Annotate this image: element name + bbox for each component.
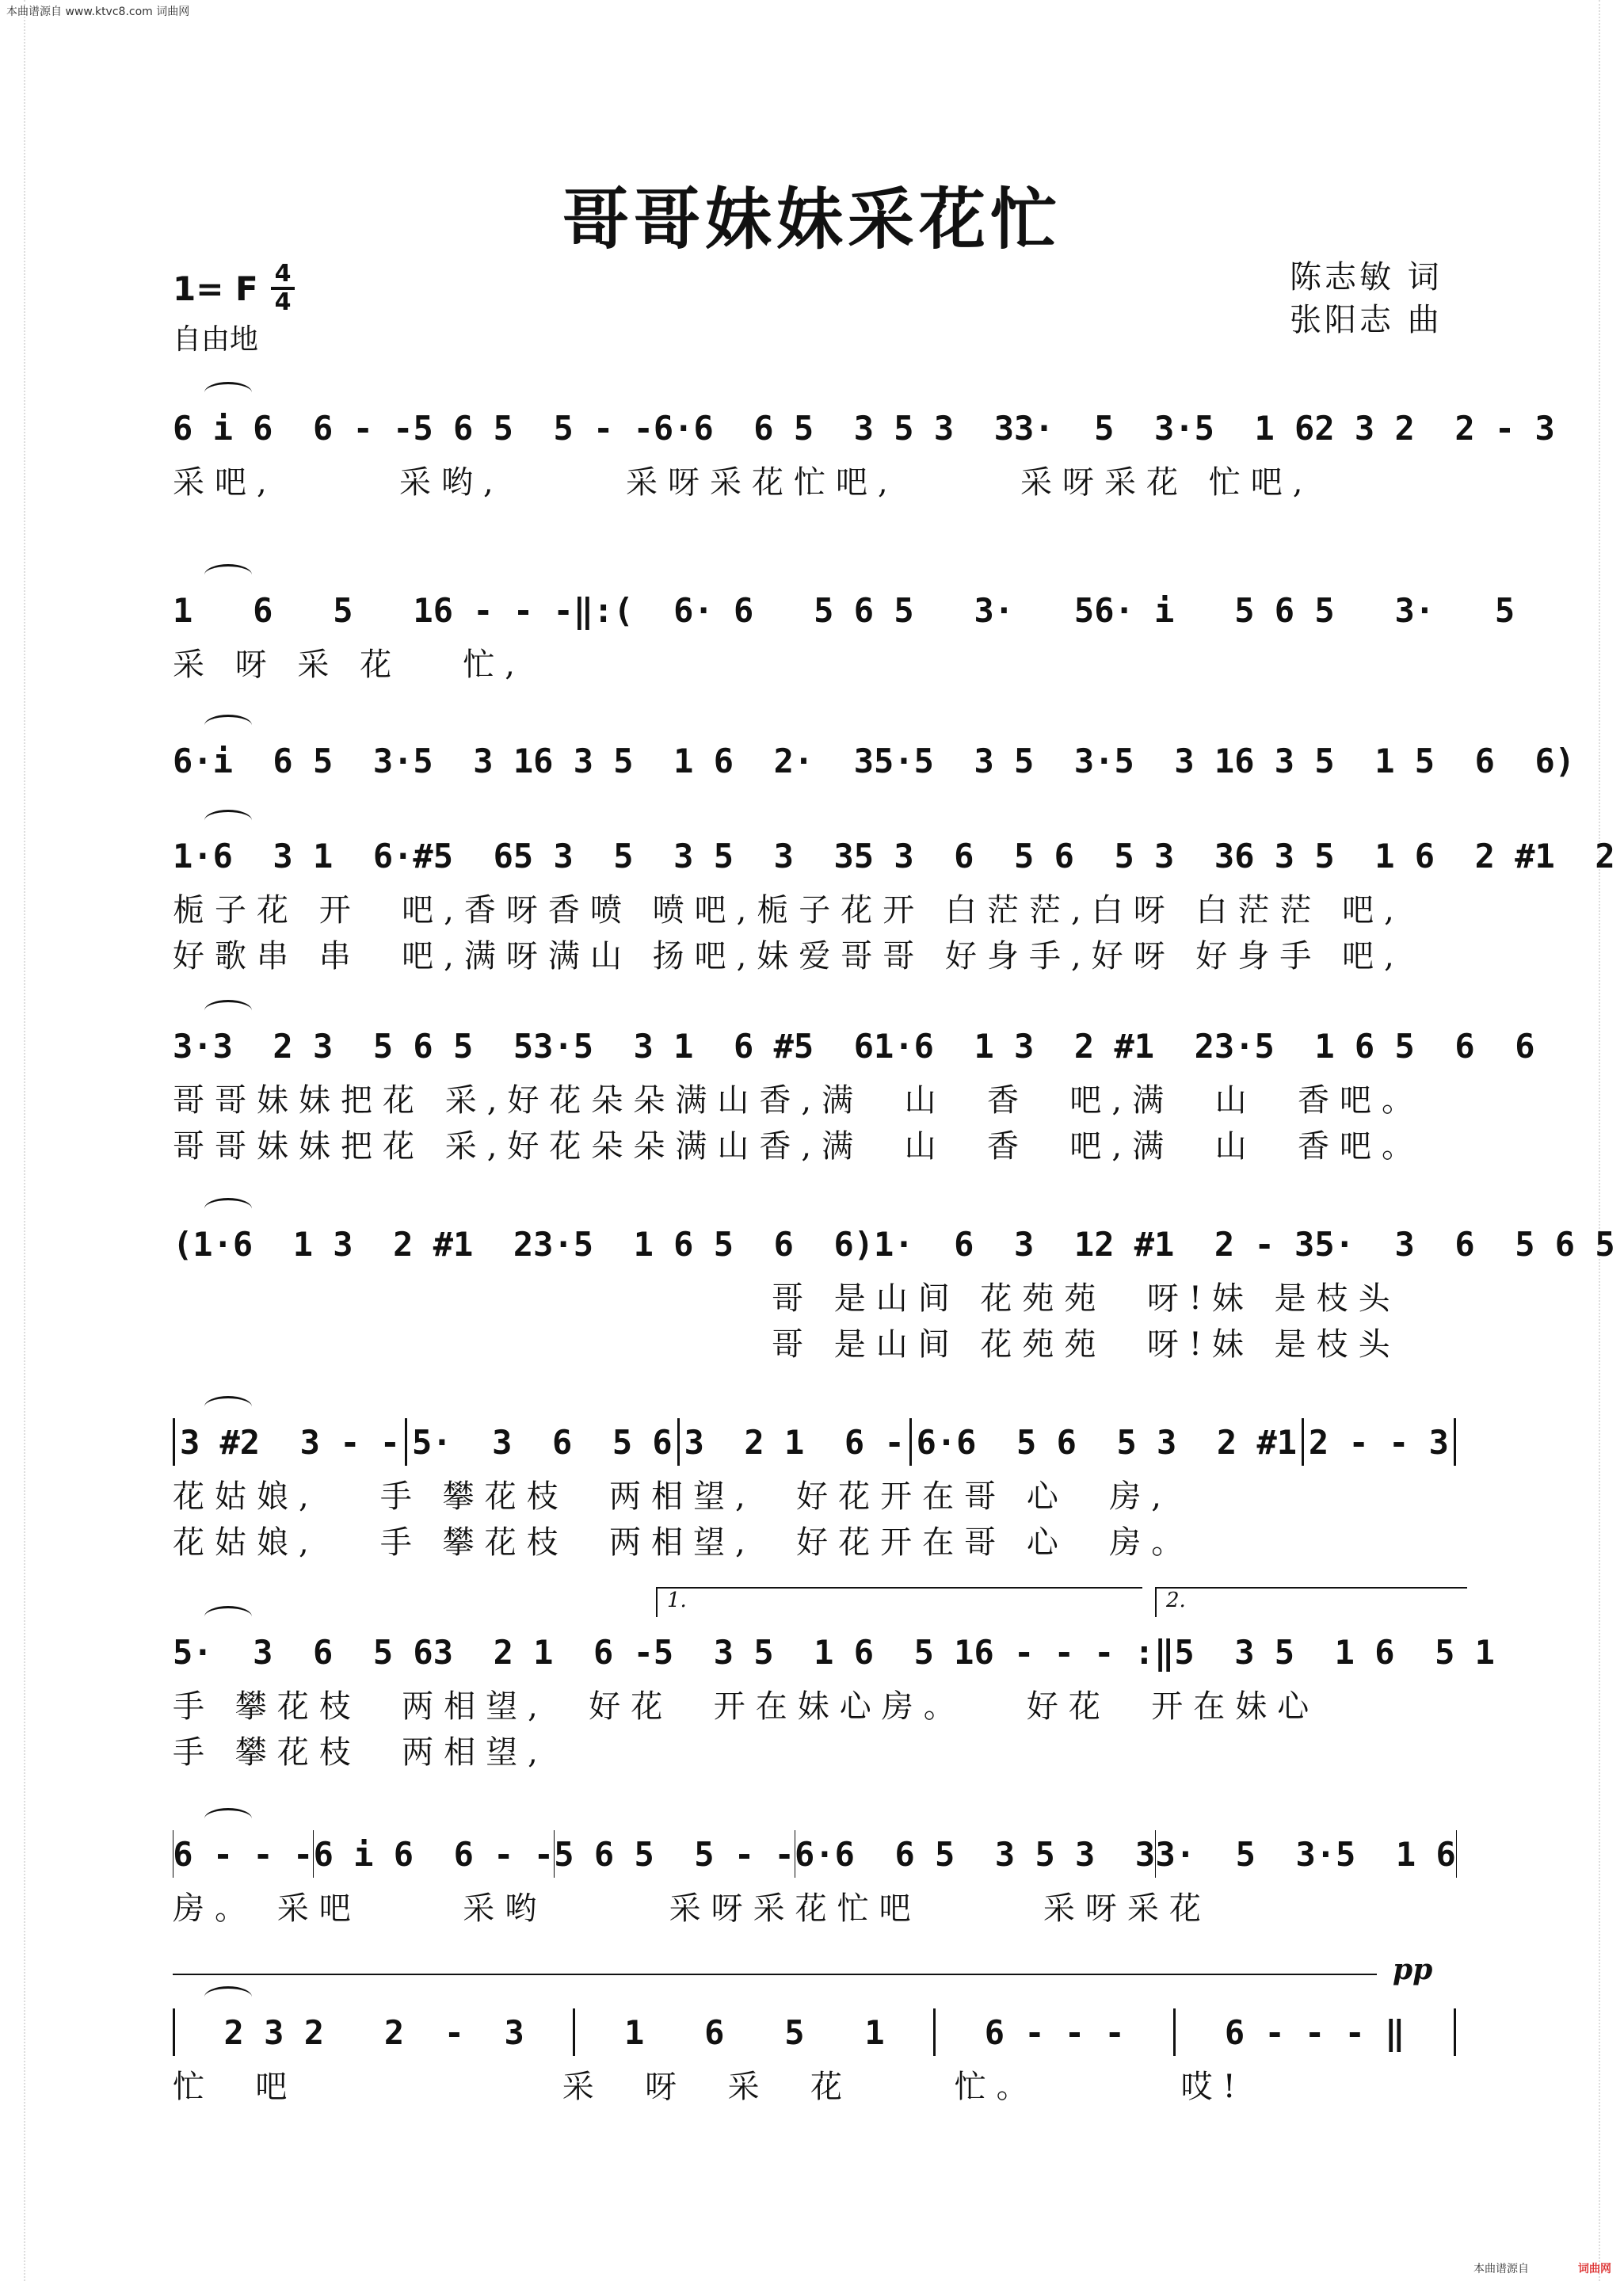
dynamic-marking: pp — [1393, 1953, 1433, 1986]
score-system — [173, 824, 1615, 979]
barline — [173, 2008, 175, 2056]
score-system — [173, 1822, 1456, 1932]
barline — [677, 1418, 680, 1466]
lyric-line: 忙 吧 采 呀 采 花 忙。 哎! — [173, 2069, 1246, 2105]
notation-line — [173, 1822, 1456, 1886]
slur — [204, 1986, 252, 2008]
measure: 3· 5 3·5 1 6 — [1014, 408, 1315, 448]
lyric-line: 花姑娘, 手 攀花枝 两相望, 好花开在哥 心 房。 — [173, 1524, 1194, 1561]
measure: 2 3 2 2 - 3 — [223, 2012, 524, 2052]
notation-line — [173, 396, 1555, 460]
lyric-line: 花姑娘, 手 攀花枝 两相望, 好花开在哥 心 房, — [173, 1478, 1172, 1515]
barline — [1454, 2008, 1456, 2056]
key-signature: 1= F — [173, 269, 258, 308]
measure: ‖:( 6· 6 5 6 5 3· 5 — [573, 590, 1095, 630]
notation-line — [173, 1014, 1535, 1078]
right-margin-strip — [1599, 0, 1624, 2281]
measure: 5 6 5 5 - - — [413, 408, 654, 448]
tempo-marking: 自由地 — [173, 323, 259, 356]
slur — [204, 564, 252, 586]
lyricist-credit: 陈志敏 词 — [1290, 259, 1443, 296]
measure: 6 - - - — [433, 590, 574, 630]
measure: 1·6 3 1 6·#5 6 — [173, 836, 513, 875]
measure: 2 - - 3 — [1308, 1422, 1449, 1462]
volta-first-ending: 1. — [656, 1587, 1142, 1617]
measure: 6· i 5 6 5 3· 5 — [1094, 590, 1515, 630]
measure: 2 3 2 2 - 3 — [1314, 408, 1555, 448]
notation-line — [173, 824, 1615, 887]
measure: 5 3 5 1 6 5 1 — [1174, 1632, 1495, 1672]
lyric-line: 房。 采吧 采哟 采呀采花忙吧 采呀采花 — [173, 1890, 1211, 1927]
measure: 3· 5 3·5 1 6 — [1155, 1834, 1456, 1874]
composer-credit: 张阳志 曲 — [1290, 302, 1443, 338]
measure: 6 3 5 1 6 2 #1 2 — [1234, 836, 1615, 875]
slur — [204, 1396, 252, 1417]
score-system — [173, 1589, 1495, 1776]
left-margin-strip — [0, 0, 25, 2281]
crescendo-line — [173, 1974, 1377, 1975]
slur — [204, 715, 252, 736]
barline — [405, 1418, 407, 1466]
measure: 5 6 5 5 - - — [554, 1834, 795, 1874]
notation-line — [173, 578, 1515, 642]
score-system — [173, 1014, 1535, 1169]
barline — [933, 2008, 936, 2056]
measure: 3·5 1 6 5 6 6) — [533, 1224, 875, 1264]
song-title: 哥哥妹妹采花忙 — [562, 180, 1062, 258]
measure: 5·5 3 5 3·5 3 1 — [874, 741, 1235, 780]
measure: 6 3 5 1 6 2· 3 — [533, 741, 875, 780]
notation-line — [173, 1620, 1495, 1684]
footer-source: 本曲谱源自 — [1473, 2263, 1529, 2275]
notation-line — [173, 729, 1576, 792]
slur — [204, 810, 252, 831]
lyric-line: 采 呀 采 花 忙, — [173, 647, 526, 683]
lyric-line: 哥哥妹妹把花 采,好花朵朵满山香,满 山 香 吧,满 山 香吧。 — [173, 1128, 1424, 1165]
measure: 5 3 5 3 5 3 3 — [513, 836, 854, 875]
score-system — [173, 1953, 1456, 2110]
notation-line — [173, 1410, 1456, 1474]
lyric-line: 哥哥妹妹把花 采,好花朵朵满山香,满 山 香 吧,满 山 香吧。 — [173, 1082, 1424, 1119]
measure: 3 #2 3 - - — [179, 1422, 401, 1462]
score-system — [173, 1410, 1456, 1566]
slur — [204, 1000, 252, 1021]
lyric-line: 栀子花 开 吧,香呀香喷 喷吧,栀子花开 白茫茫,白呀 白茫茫 吧, — [173, 892, 1405, 929]
slur — [204, 1198, 252, 1219]
measure: 6·6 5 6 5 3 2 #1 — [916, 1422, 1298, 1462]
measure: 1·6 1 3 2 #1 2 — [874, 1026, 1214, 1066]
score-system — [173, 578, 1515, 688]
measure: 6 i 6 6 - - — [173, 408, 414, 448]
score-system — [173, 1212, 1615, 1367]
measure: (1·6 1 3 2 #1 2 — [173, 1224, 534, 1264]
measure: 6 - - - — [173, 1834, 314, 1874]
slur — [204, 382, 252, 403]
barline — [573, 2008, 575, 2056]
barline — [1454, 1418, 1456, 1466]
measure: 6 - - - :‖ — [974, 1632, 1175, 1672]
measure: 6 - - - — [984, 2012, 1125, 2052]
score-system — [173, 729, 1576, 792]
measure: 6·i 6 5 3·5 3 1 — [173, 741, 534, 780]
measure: 6·6 6 5 3 5 3 3 — [653, 408, 1015, 448]
meter-top: 4 — [274, 260, 292, 288]
measure: 5 3 6 5 6 5 3 3 — [853, 836, 1235, 875]
measure: 1 6 5 1 — [173, 590, 433, 630]
measure: 6 - - - ‖ — [1224, 2012, 1405, 2052]
measure: 3 2 1 6 - — [433, 1632, 654, 1672]
measure: 3 2 1 6 - — [684, 1422, 905, 1462]
lyric-line: 采吧, 采哟, 采呀采花忙吧, 采呀采花 忙吧, — [173, 464, 1313, 501]
notation-line — [173, 1212, 1615, 1276]
measure: 3·5 3 1 6 #5 6 — [533, 1026, 875, 1066]
lyric-line: 手 攀花枝 两相望, 好花 开在妹心房。 好花 开在妹心 — [173, 1688, 1320, 1725]
measure: 5· 3 6 5 6 — [173, 1632, 433, 1672]
lyric-line: 好歌串 串 吧,满呀满山 扬吧,妹爱哥哥 好身手,好呀 好身手 吧, — [173, 938, 1405, 975]
score-system — [173, 396, 1555, 505]
slur — [204, 1606, 252, 1627]
measure: 6 i 6 6 - - — [313, 1834, 555, 1874]
lyric-line: 哥 是山间 花苑苑 呀!妹 是枝头 — [772, 1326, 1401, 1363]
measure: 1 6 5 1 — [623, 2012, 885, 2052]
measure: 3·3 2 3 5 6 5 5 — [173, 1026, 534, 1066]
barline — [909, 1418, 912, 1466]
measure: 3·5 1 6 5 6 6 — [1214, 1026, 1535, 1066]
time-signature — [269, 261, 296, 315]
measure: 6·6 6 5 3 5 3 3 — [795, 1834, 1156, 1874]
slur — [204, 1808, 252, 1829]
measure: 2 #1 2 - 3 — [1094, 1224, 1315, 1264]
measure: 6 3 5 1 5 6 6) — [1234, 741, 1576, 780]
footer-brand: 词曲网 — [1578, 2263, 1611, 2275]
measure: 1· 6 3 1 — [874, 1224, 1095, 1264]
notation-line — [173, 2001, 1456, 2064]
measure: 5 3 5 1 6 5 1 — [653, 1632, 974, 1672]
barline — [1173, 2008, 1176, 2056]
header-note: 本曲谱源自 www.ktvc8.com 词曲网 — [6, 6, 190, 18]
measure: 5· 3 6 5 6 5 — [1314, 1224, 1615, 1264]
barline — [173, 1418, 175, 1466]
lyric-line: 手 攀花枝 两相望, — [173, 1734, 548, 1771]
barline — [1302, 1418, 1304, 1466]
volta-second-ending: 2. — [1155, 1587, 1467, 1617]
lyric-line: 哥 是山间 花苑苑 呀!妹 是枝头 — [772, 1280, 1401, 1317]
meter-bottom: 4 — [274, 288, 292, 316]
measure: 5· 3 6 5 6 — [411, 1422, 673, 1462]
